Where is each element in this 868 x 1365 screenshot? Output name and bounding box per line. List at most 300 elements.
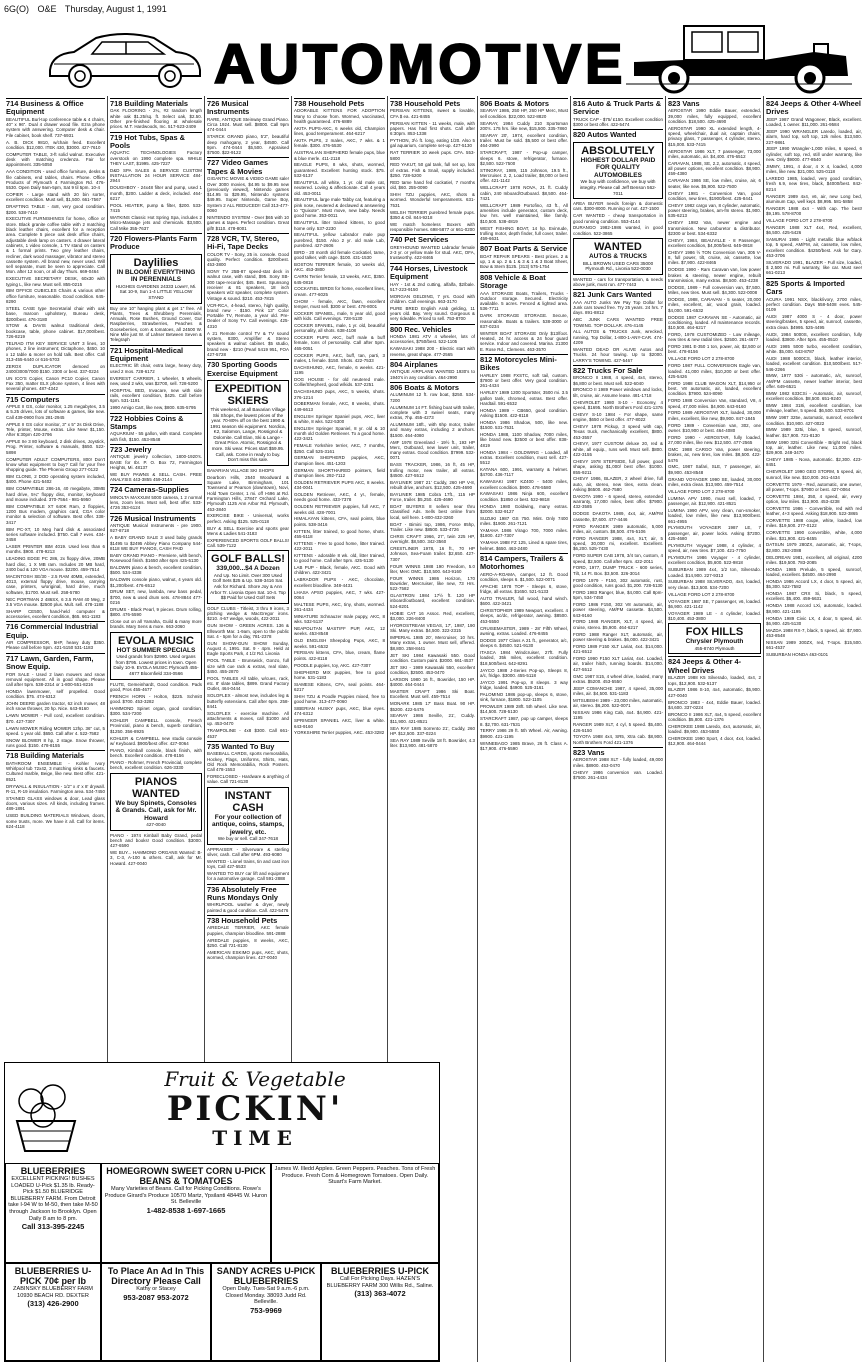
classified-ad: BOAT - Bimini top, 1986, Force 85hp, Trailer. Like new. $8500. 533-4726 [390, 521, 475, 532]
classified-ad: WE match homeless Boxers with responsible homes. 698-5877 or 661-0200 [390, 221, 475, 233]
classified-ad: CARAVAN, 1988, SE, 2.2, automatic, 4 speed, all power options, excellent condition. $8,900. 459-4380 [668, 160, 761, 177]
classified-ad: DRYWALL & INSULATION - 1/2" x 4' x 8' drywall. R-11, R-19 insulation. Farmington area. 534-7450 [6, 783, 105, 794]
classified-ad: BAVARIAN VILLAGE SKI SHOPS [207, 467, 275, 473]
classified-ad: TRUCK CAP - $75/ £150. Excellent condition $300 or best offer. 422-5474 [573, 116, 663, 128]
classified-ad: BOSTON TERRIER female, 10 weeks old, AKC. 453-3800 [294, 262, 385, 273]
column-7 [571, 96, 666, 1362]
classified-ad: GOLDEN Retriever, AKC, 4 yr., female, needs good home. 433-7378 [294, 492, 385, 503]
classified-ad: BEAUTIFUL all white, 1 yr. old male cat, neutered. Loving & affectionate. Call 4 years old. 453-0011 [294, 179, 385, 196]
classified-ad: AQUATIC TECHNOLOGIES Factory overstock on 1990 complete spa. WHILE THEY LAST, $1995. 425-7227 [110, 150, 202, 166]
classified-ad: PERSIAN kittens, CFA, blue, cream, flame points. 422-8118 [294, 650, 385, 661]
display-ad [110, 773, 202, 831]
classified-ad: BOAT BUYERS 8 sellers near thru Classified Ads. Sells best online from local, sell here. 1-800-432-3260 [390, 504, 475, 520]
classified-ad: VILLAGE FORD LOT 2 278-8700 [668, 488, 735, 494]
pickin-cell: BLUEBERRIES U-PICK Call For Picking Days. HAZEN'S BLUEBERRY FARM 300 Willis Rd., Saline. (313) 363-4072 [321, 1263, 439, 1361]
section-banner [4, 18, 864, 94]
classified-ad: AUDI 1988 5000CS, black, leather interior, loaded, excellent condition. $10,500/best. 517-546-2266 [766, 355, 862, 372]
classified-ad: A BABY GRAND SALE 3 used baby grands $1495 to $2495 Abbey Piano Company 544-8118 WE BUY PIANOS, CASH PAID [110, 535, 202, 551]
classified-ad: VOYAGER 1989 LE - 4 cylinder, loaded. $10,400. 453-3800 [668, 610, 761, 622]
classified-ad: KOHLER & CAMPBELL new studio console w/ Keyboard. $900/best offer. 427-0064 [110, 735, 202, 746]
classified-ad: HARLEY 1988 FXSTC, soft tail, custom. $7800 or best offer. Very good condition. 261-4434 [480, 372, 568, 389]
classified-ad: GLASTRON 1984 17½ ft. 120 HP inboard/outboard, excellent condition. 524-8201 [390, 593, 475, 609]
display-ad [573, 142, 663, 199]
category-heading: 824 Jeeps & Other 4-Wheel Drives [668, 656, 761, 675]
classified-ad: FORD RANGER 1988, 4x4, XLT, air, 5 speed, 30,000 mi, excellent. Excellent. $6,200. 525-7430 [573, 535, 663, 552]
classified-ad: BMW 1984 318i, excellent condition, low mileage, leather, 5 speed. $6,500. 533-8701 [766, 403, 862, 414]
display-ad-big: PIANOS WANTED [132, 775, 180, 800]
classified-ad: CARAVAN 1986 SE, low miles, cruise, air, 6 seater, like new. $5,900. 522-7500 [668, 178, 761, 189]
display-ad [573, 238, 663, 275]
pickin-directory [5, 1163, 439, 1361]
classified-ad: UN ICO'S Copier, Canon PC10 Copier, Canon Fax 350, matter ELX phone system, 4 lines with several phones. 487-4342 [6, 375, 105, 392]
classified-ad: RANGER 1988 XLT 4x4, Red, excellent, $6,500. 425-5426 [766, 224, 862, 236]
classified-ad: SPRINGER SPANIEL AKC, liver & white. 643-9160 [294, 718, 385, 729]
vintage-car-right-icon [624, 22, 854, 94]
classified-ad: WINTER BOAT STORAGE Only $13/foot. Heated, 24 hr. access & 24 hour guard service. Indoor and covered. Marina. 21300 E. Rose Rd., Clemens. 463-3570 [480, 330, 568, 352]
display-ad-small: And Up. No Limit. Over 300 Used Golf Sets $25 & Up. 538-3416 Sat. Ask for Richard. Shore Joy & Ann Arbor Tr. Livonia Open Sat. 10-4. Top $$ Paid for Used Golf Sets [210, 572, 286, 601]
classified-ad: MALTESE PUPS, AKC, tiny, shots, wormed. 261-4434 [294, 601, 385, 613]
classified-ad: FORD RANGER 1989 automatic, 5,000 miles, air, custom. $8,500. 476-5106 [573, 523, 663, 534]
classified-ad: HOSPITAL BED, Invacare, new with side rails, excellent condition, $425. Call before 6pm. 531-1191 [110, 387, 202, 404]
classified-ad: JAYCO 1988 J-Series Pop-up, Sleeps 8, a/c, fridge. $3000. 455-5118 [480, 667, 568, 678]
classified-ad: PIANO - Rohmer, French Provincial, complete bench, excellent condition. 626-3330 [110, 759, 202, 771]
classified-ad: CHEVY 1981 - Conversion Van, good condition, new tires, $1900/best. 425-8441 [668, 190, 761, 201]
category-heading: 812 Motorcycles Mini-Bikes [480, 354, 568, 373]
classified-ad: DODGE DAKOTA 1989, 4x4, air, AM/FM cassette, $7,600. 477-4446 [573, 511, 663, 522]
display-ad-small: 427-0040 [146, 822, 166, 828]
classified-ad: LEADING EDGE PC 286, 2x floppy drive, 20MB hard disc, 1 X MB ram. Includes 20 MB hard, 2400 bud & 120 VGA mouse. $2200. 459-7514 [6, 556, 105, 572]
category-heading: 822 Trucks For Sale [573, 365, 663, 375]
classified-ad: FORD SUPER CAB 1978, 3/4 ton, custom, 4 speed, $2,500. Call after 6pm. 422-2011 [573, 553, 663, 564]
display-ad-small: 455-8740 Plymouth [694, 645, 735, 651]
classified-ad: HARLEY 1989 1200 Sportster, 3500 mi. 3.5 gallon tank, chromed, extras. Best offer. Hardtail. 591-6532 [480, 390, 568, 406]
classified-ad: BEAUTIFUL yellow Labrador male pup purebred, $150. Also 2 yr. old male Lab, purebred. 427-2606 [294, 232, 385, 248]
classified-ad: GERMAN SHEPHERD puppies, AKC, champion lines. 451-1203 [294, 455, 385, 466]
classified-ad: BLAZER 1988 K5 Silverado, loaded, 4x4, 2 tops, $12,900. 532-5137 [668, 675, 761, 686]
classified-ad: WANTED DEAD OR ALIVE Autos and Trucks. 24 hour towing. Up to $2000. LARRY'S TOWING. 427-5467 [573, 346, 663, 363]
classified-ad: KAWASAKI 1988 200 - Electric start with reverse, great shape. 477-2565 [390, 346, 475, 357]
classified-ad: BASEBALL CARDS, sports memorabilia, Hockey, Flags, Uniforms, Shirts, Hats, Old Rock Memorabilia, Rock Posters. Call 478-1553 [207, 751, 289, 773]
page-number: 6G(O) [4, 4, 30, 14]
classified-ad: KATANA 600, 1991, warranty & helmet. $4700. 436-7117 [480, 467, 568, 478]
classified-ad: BAYLINER 1985 Cobra 17ft., 115 HP Force, trailer. $5,250. 425-4690 [390, 491, 475, 503]
classified-ad: SEA RAY 1989 Seville 18 ft. Bowrider, 4.3 liter. $13,900. 481-5870 [390, 737, 475, 749]
category-heading: 718 Building Materials [6, 750, 105, 760]
classified-ad: SOLOFLEX - exercise machine. All attachments & moves, call $1000 and up. 453-0470 [207, 710, 289, 727]
pickin-time-heading [75, 1067, 435, 1157]
category-heading: 804 Airplanes [390, 359, 475, 369]
classified-ad: FORECLOSED - Hardware & anything of value. Call 721-8130 [207, 774, 289, 785]
classified-ad: STINGRAY, 1989, 115 Johnson, 19.5 ft., Mercruiser. 2, 2, Load trailer, $8,000 or best offer. 421-1142 [480, 167, 568, 184]
classified-ad: BATHROOM ENSEMBLE - Kohler Ivory Whirlpool tub 72x42, 3 matching sinks & faucets. Cultured marble, Beige, like new. Best offer. 421-8521 [6, 760, 105, 782]
classified-ad: WATKINS Classic Hot Spring Spa, includes 2 Micro-Massage jets and chemicals. $3,500. Call Mike 355-7637 [110, 215, 202, 231]
pickin-cell: BLUEBERRIES U-PICK 70¢ per lb ZABINSKY BLUEBERRY FARM 10930 BEACH RD. DEXTER (313) 426-2900 [5, 1263, 101, 1361]
classified-ad: FOUR WINNS 1988 190 Freedom, 5.0 liter, Merc OMC. $10,500. 643-9160 [390, 563, 475, 574]
classified-ad: CHEVY S-10 1984 - For shape, same engine, $650 or best offer. 477-8022 [573, 411, 663, 423]
classified-ad: AUSTRALIAN SHEPHERD female pups, blue & blue merle. 411-2118 [294, 150, 385, 161]
classified-ad: OLD ENGLISH Sheepdog Pups, AKC, 8 weeks. 591-6532 [294, 638, 385, 649]
classified-ad: ANTIQUE jewelry collection, 1800-1920's. BASE for Ibr. P. O. Box 72, Farmington Heights, Mi. 48137 [110, 454, 202, 470]
display-ad-big: INSTANT CASH [224, 789, 272, 814]
category-heading: 744 Horses, Livestock Equipment [390, 263, 475, 282]
pickin-cell: James W. Illedd Apples. Green Peppers. Peaches. Tons of Fresh Produce. Fresh Corn & Homegrown Tomatoes. Open Daily. Stuart's Farm Market. [271, 1163, 439, 1263]
classified-ad: SHEPHERD MIX puppies, free to good home. 531-1183 [294, 669, 385, 680]
classified-ad: AQUARIUM - 55 gallon, with stand. Complete with fish, $150. 453-8548 [110, 431, 202, 442]
classified-ad: AIREDALE puppies, 8 weeks, AKC, $250. Call 721-8130 [207, 937, 289, 948]
display-ad [668, 623, 761, 654]
classified-ad: DOG HOUSE - for old neutered male. Collie/Shepherd, good w/kids. 537-2251 [294, 377, 385, 388]
classified-ad: WE BUY... HAMMOND ORGANS Wanted: B-3, C-3, A-100 & others. Call, ask for Mr. Howard. 427-0040 [110, 850, 202, 866]
display-ad-big: ABSOLUTELY [581, 144, 655, 157]
classified-ad: EVEREST CARRIER, 1 wheeler, 5 wheels, new, used 2 wks, was $2700, sell. 728-5200 [110, 375, 202, 386]
classified-ad: MAZDA 1988 RX-7, black, 5 speed, air. $7,900. 453-8548 [766, 627, 862, 639]
classified-ad: FORD 1990 F150 XLT Lariat, 4x4. Loaded, air, trailer hitch, running boards. $14,000. 427-5512 [573, 656, 663, 672]
classified-ad: LUMINA 1990 APV, very clean, non-smoker, loaded, low miles, like new. $13,900/best. 661-4955 [668, 507, 761, 524]
classified-ad: SIAMESE Kittens, CFA, seal points. 464-6217 [294, 681, 385, 693]
classified-ad: AUTO TRAILER, full wood, hand winch. $600. 422-3421 [480, 595, 568, 607]
classified-ad: KITTEN, litter trained, to good home, shots. 455-5118 [294, 528, 385, 539]
display-ad-big: WANTED [594, 241, 642, 254]
classified-ad: KITTENS - Free to good home, litter trained. 422-2011 [294, 540, 385, 552]
classified-ad: KAWASAKI 1986 Ninja 600, excellent condition. $1850 or best. 522-9818 [480, 491, 568, 502]
classified-ad: FORD 1988 Ranger XLT, automatic, air, power steering & brakes. $6,000. 422-3421 [573, 631, 663, 642]
pickin-title: Fruit & Vegetable [164, 1067, 346, 1091]
classified-ad: IBM CLONE, 2 DOD operating system included, $400. Phone 421-5402 [6, 474, 105, 485]
classified-ad: BMW 1989 325i, blue, 5 speed, sunroof, leather. $17,900. 721-8130 [766, 427, 862, 438]
classified-ad: IMPERIAL 1985 20', Mercruiser, 10 hrs. Many extras, 1 owner. Must sell, offered. $8,800. 258-8441 [390, 635, 475, 651]
classified-ad: BALDWIN console piano, walnut, 4 years old. $1,200/best. 476-6512 [110, 577, 202, 588]
classified-ad: CHEVY 1978 STEPSIDE, full power, good shape, asking $1,000/ best offer. $1000. 855-9211 [573, 458, 663, 475]
classified-ad: DAKOTA 1990 - 6 speed, stereo, extended warranty, 17,000 miles, best offer. $7900. 432-3585 [573, 493, 663, 510]
section-title: AUTOMOTIVE [214, 32, 627, 95]
classified-ad: BMW 1987 325e, automatic, sunroof, excellent condition. $10,900. 427-0022 [766, 415, 862, 426]
classified-ad: KITTENS - adorable 8 wk. old, litter trained, to good home. Call after 5pm. 425-5130 [294, 552, 385, 564]
classified-ad: DELOREAN 1981, excellent, all original, 4200 miles. $19,500. 783-2085 [766, 554, 862, 565]
classified-ad: BRONCO 1983 - 4x4, Eddie Bauer, loaded. $4,600. 337-0224 [668, 699, 761, 710]
classified-ad: MACINTOSH SE/30 - 2.5 RAM 40MB, extended, 4013, external floppy drive, mouse, carrying case, printers, w/original, hard drive, much software, $1700. Must sell. 258-5780 [6, 573, 105, 595]
classified-ad: AKITA PUPS-AKC, 6 weeks old, Champion lines, good temperament. 464-6217 [294, 125, 385, 137]
classified-ad: FOUR WINNS 1986 Horizon, 170 Bowrider, Mercruiser, like new, 73 Hrs. 522-7582 [390, 575, 475, 592]
classified-ad: CORVETTE 1984, 350, 4 speed, air, every option, low miles. $13,900. 453-4238 [766, 493, 862, 504]
classified-ad: BRONCO II 1988, 4 speed, 4x4, stereo, $6,800 or best. Must sell. 522-6040 [573, 375, 663, 386]
classified-ad: HYDROSTREAM VEGAS, 17', 1987, 190 Ski. Many extras. $4,500. 322-2315 [390, 622, 475, 634]
classified-ad: BRONCO II 1986 XLT, 4x4, 5 speed, excellent condition. $5,800. 421-1376 [668, 711, 761, 723]
classified-ad: CORVETTE 1986 - Convertible, red with red leather, 4+3 speed. Asking $18,900. 522-3865 [766, 505, 862, 517]
classified-ad: ALUMINUM 14 FT. fishing boat with trailer, complete with 3 swivel seats, many extras, 7hp. 455-4273 [390, 404, 475, 421]
classified-ad: FORD 1990 - AEROSTAR, fully loaded, 27,000 miles, like new. $12,500. 477-2565 [668, 434, 761, 446]
pickin-time-ad [4, 1062, 440, 1362]
classified-ad: LAWN MOWER - Pull cord, excellent condition. $70. 427-7307 [6, 713, 105, 724]
paper-name: O&E [37, 4, 57, 14]
classified-ad: DARK STORAGE STORAGE. Secure, reasonable. Boats & trailers. 538-3000 or 837-0234 [480, 313, 568, 329]
classified-ad: CHEROKEE 1990 Sport, 4 door, 4x4, loaded. $12,900. 464-0444 [668, 736, 761, 747]
category-heading: 717 Lawn, Garden, Farm, Snow Equip. [6, 653, 105, 672]
classified-ad: PERSIAN KITTENS, sweet & lovable, CFA $ ea. 421-8455 [390, 108, 475, 119]
classified-ad: Dearborn Hills, 2540 Woodward & Square Lake, Birmingham, 101 Townsend or Pearson (downtown), Novi, Hold Town Center, 1 mi. off I-696 at Rd. Farmington Hills, 27847 Orchard Lake, Plymouth 1125 Ann Arbor Rd. Plymouth, 453-3840 [207, 474, 289, 512]
classified-ad: ELECTRIC lift chair, extra large, heavy duty, used 2 mos. 728-6172 [110, 363, 202, 374]
classified-ad: COCKER SPANIEL, male, 1 yr. old, beautiful personality, all shots. 638-4108 [294, 323, 385, 334]
classified-ad: ANTIQUE AIRPLANE WANTED 1930's to 1940's in any condition. 464-2990 [390, 369, 475, 380]
classified-ad: DODGE 1990 - Ram Caravan van, low power brakes & steering, newer engine, rebuilt transmission, many extras. $8,500. 453-4238 [668, 267, 761, 283]
classified-ad: GOLF CLUBS - Titleist, 3 thru 9 irons, 3 pitching wedge & MacGregor irons. $210. 4-67 wedge, woods, 422-2011 [207, 605, 289, 622]
classified-ad: AUDI, 1984 5000S, excellent condition, fully loaded. $3800. After 5pm. 455-0510 [766, 331, 862, 342]
masthead-line [4, 4, 864, 18]
classified-ad: SOLOFLEX - almost new, includes leg & butterfly extensions. Call after 6pm. 258-8441 [207, 693, 289, 709]
classified-ad: AEROSTAR 1990 XL extended length, 4-speed, wheelchair, dual air, captain chairs, privacy glass, 7 passenger, 4 cylinder, stereo, $15,000. 533-7415 [668, 125, 761, 147]
display-ad-mid: HOT SUMMER SPECIALS [116, 646, 196, 654]
classified-ad: FORD 1987 FULL CONVERSION Eagle van, loaded. 41,000 miles, $10,200 or best offer. 425-5426 [668, 363, 761, 379]
classified-ad: APPLE II GS color monitor, 3" x 5" 2s Disk Drive, Tele, printer, Mouse, extras. Like New! $1,150. After 6:30pm 420-3796 [6, 421, 105, 438]
classified-ad: HONDA 1981 ATV 4 wheeler, lots of accessories, $750/best. 522-1105 [390, 334, 475, 345]
classified-ad: SAMURAI 1986 - Light metallic blue w/black top, 5 speed, AM/FM, air, cassette, low miles, excellent condition. $4250/best. Ask for Gary. 453-3706 [766, 237, 862, 258]
classified-ad: PROWLER 1989 28ft. 5th wheel. Like new. $14,500. 728-5130 [480, 704, 568, 715]
classified-ad: NISSAN 1986 King Cab, 4x4. $4,900. 421-1195 [573, 710, 663, 721]
classified-ad: BMW 1982 633CSi - Automatic, air, sunroof, excellent condition. $8,500. 651-9240 [766, 390, 862, 402]
category-heading: 821 Junk Cars Wanted [573, 289, 663, 299]
classified-ad: HONDA 1988, 1100 Shadow, 7000 miles, like brand new. $2500 or best offer. 838-4819 [480, 432, 568, 448]
classified-ad: CORVETTE 1979 - Red, automatic, one owner, all power, T-tops. $7900 or best. 427-0064 [766, 481, 862, 492]
classified-ad: FORD 1989 - Conversion van, 302, one owner. $10,900 or best. 464-4080 [668, 422, 761, 433]
classified-ad: LHASA APSO puppies, AKC, 7 wks. 427-0064 [294, 589, 385, 600]
classified-ad: ENGLISH Springer Spaniel pups, AKC, liver & white, 8 wks. 522-5300 [294, 413, 385, 424]
classified-ad: SUBURBAN 1989 4x4, 1/2 ton, Silverado. Loaded. $14,900. 227-9313 [668, 567, 761, 578]
category-heading: 736 Absolutely Free Runs Mondays Only [207, 884, 289, 903]
classified-ad: OAK FLOORING - 2¼, #2 random length white oak $1.25/sq. ft. Select oak, $2.50. Other pre-finished flooring at wholesale prices. M.T. Hardwoods, Inc. 517-523-2409 [110, 108, 202, 130]
classified-ad: PALOMINO 1986 pop-up, sleeps 6, stove, sink, furnace, $1800. 522-1105 [480, 691, 568, 703]
pickin-cell: SANDY ACRES U-PICK BLUEBERRIES Open Daily. Tues-Sat 9 a.m.-6 p.m. Closed Monday. 38093 Judd Rd. Belleville. 753-9969 [211, 1263, 321, 1361]
display-ad-mid: 339,000...$4 A Dozen [216, 565, 280, 573]
fruit-basket-icon [11, 1071, 81, 1157]
category-heading: 738 Household Pets [207, 915, 289, 925]
classified-ad: Close out on all Yamaha, Guild & many more brands. Mary Sens & more. 663-2060 [110, 619, 202, 630]
classified-ad: HONDA lawnmower, self propelled. Good condition. $75. 474-6312 [6, 689, 105, 700]
classified-ad: GMC 1987 S15, 4 wheel drive, loaded, many extras. $5200. 453-5550 [573, 673, 663, 684]
classified-ad: LARSON 1980 16 ft., Bowrider, 150 HP. $4000. 464-0444 [390, 676, 475, 688]
classified-ad: AKITA PUPS, 2 males, AKC, 7 wks. & 1 female. $300. 476-5530 [294, 138, 385, 149]
classified-ad: FORD 1989 AEROSTAR XLT, loaded, 30,000 miles, excellent, like new, $9,900. 847-1845 [668, 410, 761, 421]
classified-ad: Buy one 10" hanging plant & get 1" free. All Plants, Trees & Shrubbery Perennials, Annuals, Rose Bushes, Ground Cover, Gur Raspberries, Strawberries, Peaches & Gooseberries, corn & tomatoes, all 24500 W. Nine Mile just W. of Lahser Between Seven & Telegraph [110, 305, 202, 343]
classified-ad: APPLE IIe 3 80 keyboard, 2 disk drives, Joystick, Prog. Printer, software & manuals, $650. 522-5898 [6, 439, 105, 455]
classified-ad: CHEVY 1985 - Nova, automatic. $2,300. 423-8451 [766, 457, 862, 468]
category-heading: 806 Boats & Motors [390, 382, 475, 392]
classified-ad: DOUGHBOY - 24x48 filter and pump, used 1 month, $200. Ladder & deck, included. 464-6217 [110, 185, 202, 201]
category-heading: 723 Jewelry [110, 444, 202, 454]
category-heading: 735 Wanted To Buy [207, 741, 289, 751]
classified-ad: STARCRAFT 1987, pop up camper, sleeps 8. $2,700. 631-7531 [480, 716, 568, 727]
display-ad-mid: We buy Spinets, Consoles & Grands. Call, ask for Mr. Howard [115, 799, 197, 822]
classified-ad: AEROSTAR 1988 XLT - fully loaded, 49,000 miles. $8900. 453-0470 [573, 757, 663, 768]
classified-ad: CAR WANTED - cheap transportation in good running condition. 553-4144 [573, 213, 663, 224]
classified-ad: ABC JUNK CARS WANTED FREE TOWING. TOP DOLLAR. 476-4145 [573, 317, 663, 328]
classified-ad: DODGE, 1988, CARAVAN - 5 seater, 20,000 miles, excellent, air, wood grain, loaded. $4,000. 591-6532 [668, 297, 761, 313]
classified-ad: WHIRLPOOL washer & dryer, newly painted & good condition. Call. 422-5476 [207, 902, 289, 913]
classified-ad: USED BUILDING MATERIALS Windows, doors, some trusts, more. We have it all. Call for items. 624-4118 [6, 813, 105, 829]
classified-ad: SHIH TZU & Poodle Puppies mixed, free to good home. 313-477-0060 [294, 693, 385, 705]
classified-ad: FORD, 1978 CUSTOMIZED - Low mileage, new tires & new radial tires. $2500. 261-4677 [668, 332, 761, 343]
classified-ad: IBM OFFICE CUBICLES Chairs & various other office furniture, reasonable. Good condition. 645-8290 [6, 288, 105, 305]
classified-ad: CORVETTE 1990 convertible, white, 4,000 miles. $31,900. 421-8455 [766, 530, 862, 541]
pickin-headline: PICKIN' [166, 1089, 344, 1129]
classified-ad: AIREDALE TERRIER, AKC female puppies, champion bloodline. 591-2888 [207, 925, 289, 936]
classified-ad: LABRADOR PUPS - AKC, chocolate, excellent bloodline. 348-4431 [294, 577, 385, 588]
classified-ad: CHEVY 1978 Pickup, 3 speed with cap, Texas truck, mechanically excellent, $800. 453-3557 [573, 423, 663, 440]
classified-ad: JET SKI - 1989 Kawasaki 550, excellent condition, $2500. 453-0470 [390, 664, 475, 675]
display-ad [207, 550, 289, 603]
classified-ad: BUY & SELL Exercise and sports gear Mens & Ladies 541-3183 [207, 525, 289, 536]
classified-ad: COCKER PUPS AKC, buff male & buff female, tons of personality. Call after 5pm. 465-0051 [294, 335, 385, 351]
classified-ad: BEAGLE PUPS, 8 wks, shots, wormed, guaranteed. Excellent hunting stock. $75. 532-5137 [294, 162, 385, 179]
category-heading: 719 Hot Tubs, Spas & Pools [110, 132, 202, 151]
classified-ad: TERRY 1986 29 ft. 5th Wheel. Air, Awning. $9900. 421-1195 [480, 728, 568, 739]
classified-ad: EXPERIENCED SPORTS GOLF BALLS! Call. 539-7122 [207, 537, 289, 549]
category-heading: 823 Vans [573, 747, 663, 757]
classified-ad: COPIER - Large stand with 20 bin sorter, excellent condition. Must sell, $1,500. 661-7567 [6, 192, 105, 203]
classified-ad: GUN SHOW - GREEN ACRES. 136 & Ellsworth Mar. 1-9am, open to the public Sat. 4 - 5pm for a day, 781-2378 [207, 623, 289, 639]
classified-ad: MINOLTA MAXXUM 5000 camera, 1 2 normal lens, zoom lens. Must sell, best offer. 533-4726 353-6124 [110, 494, 202, 511]
category-heading: 715 Computers [6, 394, 105, 404]
classified-ad: ALL AUTOS & TRUCKS Junk, wrecked, running, Top Dollar, 1-800-1-ANY-CAR. 474-4209 [573, 329, 663, 346]
classified-ad: A. B. DICK 9810, w/chain feed. Excellent condition. $12,000. ITEK 430, $3000. 427-7610 [6, 139, 105, 150]
classified-ad: COCKATIEL BIRDS for home, excellent lines, cream. 477-6025 [294, 286, 385, 297]
category-heading: 726 Musical Instruments [207, 98, 289, 117]
category-heading: 738 Household Pets [294, 98, 385, 108]
display-ad-mid: IN BLOOM! EVERYTHING IN PERENNIALS [116, 268, 196, 284]
classified-ad: WELLCRAFT 1978 NOVA, 21 ft. Cuddy cabin, 240 Inboard/Outboard. $8,500. 464-7421 [480, 185, 568, 201]
classified-ad: RAT TERRIER 10 week pups. CFA. 553-5800 [390, 150, 475, 161]
classified-ad: MINIATURE Schnauzer male puppy, AKC, 8 wks. 532-5137 [294, 613, 385, 625]
classified-ad: CAIRN Terrier female, 13 weeks, AKC, $350. 645-0818 [294, 274, 385, 285]
classified-ad: HONDA 1987 CRX Si, black, 5 speed, excellent. $5,400. 459-6631 [766, 591, 862, 602]
category-heading: 808 Vehicle & Boat Storage [480, 272, 568, 291]
classified-ad: BRONCO II 1989 Power windows and locks, tilt, cruise, air. Assume lease. 481-1718 [573, 387, 663, 398]
classified-ad: SUZUKI 1987 GS 750. Mint. Only 7400 miles. $1900. 261-7121 [480, 515, 568, 527]
classified-ad: DODGE, 1989 - Full conversion van, $7,500. Miles, new tires. Must sell. $4,300. 522-0008 [668, 284, 761, 296]
classified-ad: SEA RAY 1985 Sorrento 21', Cuddy, 260 HP. $12,500. 337-0224 [390, 725, 475, 736]
column-6 [478, 96, 571, 1362]
classified-ad: GMC, 1987 Safari, SLE, 7 passenger, air. $9,900. 453-8548 [668, 464, 761, 475]
classified-ad: PIANO - 1974 Kimball Baby Grand, pedal bench and books! Good condition. $3000. 427-6590 [110, 832, 202, 849]
classified-ad: CHEVY 1986 ½ TON Conversion Van, 305 V-8, full power, tilt, cruise, air, cassette, low miles. $7,900. 422-8465 [668, 249, 761, 266]
classified-ad: BEAUTIFUL large male Tabby cat, featuring a pink nose, neutered & declawed & answering to "Quixote". Must move, new baby. Needs good home. 353-0011 [294, 197, 385, 219]
classified-ad: NEC PORTMAN 2 486SX, 6 3.5 RAM 40 Meg, 2 3.5 VGA mouse. $2500 plus. Mult. sell. 478-1188 [6, 596, 105, 607]
classified-ad: EXECUTIVE FURNISHINGS for home, office or store. Black granite coffee table with 2 matching black leather chairs, excellent for a reception area. Complete 5 piece oak desk office chairs, adjustable desk lamp on casters. 4 drawer lateral cabinets, 1 video console, 1 TV stand on casters & 1 formal prints. Two grey leather chairs, recliner, dark wood massager, vibrator and stereo cassette system. All brand new, never used. Will sell separate, must be seen to appreciate. Call Mon. after 12 noon, or all day Thurs. 669-0464 [6, 216, 105, 275]
classified-ad: HONDA 1985 Prelude, 5 speed, sunroof, loaded, excellent. $4500. 464-2990 [766, 566, 862, 578]
classified-ad: SONY TV 25B-87 speed-stat deck in walnut case, with stand, $95. Sony SB-300 tape-recorder, $45. Best. Spunsong receiver & 81 speakers, 18 inch speakers w/2 speaker, complete system. Vintage & sound. $210. 453-7815 [207, 269, 289, 301]
classified-ad: ALUMINUM 18ft., with 6hp motor, trailer and many extras, including 2 anchors. $1500. 464-4080 [390, 422, 475, 438]
category-heading: 716 Commercial Industrial Equip. [6, 621, 105, 640]
classified-ad: APPLE II GS, color monitor, 1.25 megabytes, 3.5 & 5.25 drives, lots of software & games, like new. Call 439-0900 from 281-2945 [6, 404, 105, 420]
category-heading: 720 Flowers-Plants Farm Produce [110, 233, 202, 252]
classified-ad: JAYCO 1991 Pop-up, 8 sleeps. 3 way fridge, loaded. $4900. 525-3161 [480, 679, 568, 690]
classified-ad: HONDA 1989 Civic LX, 4 door, 5 speed, air. $6,900. 425-5130 [766, 615, 862, 626]
classified-ad: FORD 1983 Ranger, blue, $4,000. Call 8pm-5pm, 534-7450 [573, 589, 663, 601]
classified-ad: MONARK 1985 17' Bass Boat. 90 HP. $5200. 422-5476 [390, 701, 475, 712]
display-ad-big: FOX HILLS [685, 626, 744, 639]
classified-ad: CHEVY 1982 Van, newer engine and transmission. New carburetor & distributor. $2300 or best. 534-6332 [668, 220, 761, 236]
classified-ad: HONDA 1988 Accord LXi, automatic, loaded. $8,900. 421-1195 [766, 603, 862, 614]
display-ad-small: We buy or sell. Call 347-7618 [217, 836, 279, 842]
category-heading: 721 Hospital-Medical Equipment [110, 345, 202, 364]
classified-ad: CHRISTOPHER 1989 Newport, excellent. 4 sleeps, ac/dc, refrigerator, awning. $8500. 453-5550 [480, 608, 568, 624]
classified-ad: PLYMOUTH 1986 Voyager - 4 cylinder, excellent condition, $5,600. 522-9818 [668, 555, 761, 566]
classified-ad: HONDA 1989 - CB650, good condition. Asking $1500. 422-8118 [480, 407, 568, 419]
classified-ad: AAA CONDITION - used office furniture, desks & file cabinets, end tables, chairs. Phone. Office Products of Plymouth 4 Farmington Rd. 476-5530. Open Daily 9am-5pm, Sat 9 til 5pm. 10-4 [6, 169, 105, 191]
classified-ad: MITSUBISHI 1989 - 23,000 miles, automatic, air, stereo. $6,200. 522-0071 [573, 697, 663, 709]
classified-ad: PERSIAN KITTEN - 11 weeks, male, with papers. Has had first shots. Call after 6:30pm. 853-1338 [390, 120, 475, 137]
classified-ad: RANGER 1989 XLT, 4 cyl, 5 speed. $5,400. 426-5150 [573, 722, 663, 733]
classified-ad: RARE, ANTIQUE Steinway Grand Piano. Circa 1924. Must sell. $8000. Call 9pm 474-0444 [207, 116, 289, 133]
classified-ad: SEARAY 1986 Seville, 21', Cuddy. $11,900. 421-8521 [390, 713, 475, 724]
classified-ad: BABY GRAND PIANO - Premiere, with bench, Rosewood finish. $1650 after 6pm 425-5130 [110, 552, 202, 564]
classified-ad: IBM COMPATIBLE XT 640K Ram, 2 floppies, 1200 Bus modem, graphics card, CGA color monitor & selection of software. Best offer. 338-3417 [6, 503, 105, 525]
classified-ad: KOHLER CAMPBELL console, French Provincial, piano & bench, superb condition, $1250. 356-8925 [110, 718, 202, 734]
classified-ad: BMW 1990 325i Convertible - Bright red, black top, air, leather. Like new, 11,000 miles. $29,900. 248-3470 [766, 439, 862, 456]
classified-ad: DRUMS - Black Pearl, 9 pieces. Drum rolling, $800. 476-5590 [110, 606, 202, 618]
classified-ad: GERMAN SHORTHAIRED pointers, field champion lines. 292-7112 [294, 467, 385, 478]
classified-ad: A 21 Remote control TV & TV sound system, 8300, Amplifier & Stereo speakers & walnut cabinet. $5 studio, brand new - $210 (Pearl 5419 951, FOA 427-5728 [207, 330, 289, 357]
classified-ad: COLOR TV - Sony, 25 in. console. Good quality. Perfect condition. $200/best. 453-3800 [207, 251, 289, 268]
classified-ad: JEEP 1990 WRANGLER Laredo, loaded, air, alarm, hard top, soft top, 12k miles. $13,500. 227-9861 [766, 129, 862, 145]
classified-ad: CHEVROLET 1980 S-10 - Economy, 4 speed, $1695. North Brothers Ford 421-1376 [573, 399, 663, 410]
classified-ad: WANTED - Lionel trains, tin and cast iron toys, Call 427-5533 [207, 858, 289, 870]
classified-ad: COMPUTER TABLE, 3-ft solid walnut. Executive desk with matching credenza. Fair for appointment. 335-5050 [6, 151, 105, 168]
classified-ad: PYTHON, 3½ ft. long, eating 1/20. Also 5 gal aquarium, complete set-up. 427-5130 [390, 138, 475, 149]
classified-ad: STAINED GLASS windows & door, Lead glass doors, various sizes. All kinds, including frames. 489-1891 [6, 795, 105, 812]
display-ad [110, 254, 202, 304]
classified-ad: ALUMINUM 12 ft. row boat, $250. 534-7200 [390, 392, 475, 403]
classified-ad: LASER PRINTER IBM 4019. Used less than 6 months. $900. 478-9213 [6, 544, 105, 555]
classified-ad: GUN SHOW-GUN SHOW Sunday, August 4, 1991. Sat. 9 - 4pm. Held at Eagle Sports Park, 4 1/2 Rd. Livonia [207, 640, 289, 657]
column-9 [764, 96, 864, 1362]
classified-ad: FOR SALE - Used 2 lawn mowers and snow removal equipment. All in good shape. Please call after 5pm. 538-2314 or 1-800-551-8216 [6, 671, 105, 688]
classified-ad: STEEL CASE type Secretarial chair with oak base, maroon upholstery, Bureau desk, $200/best. 476-3180 [6, 305, 105, 322]
classified-ad: GMC 1988 CARGO Van, power steering, brakes, ac, new tires, low miles. $8,500. 422-5476 [668, 446, 761, 463]
classified-ad: BLAZER 1986 S-10, 4x4, automatic, $5,900. 427-0040 [668, 687, 761, 698]
classified-ad: CHEVROLET 1990 GEO STORM, 5 speed, air, sunroof, like new. $10,000. 261-4434 [766, 469, 862, 480]
classified-ad: RANGER 1989 4x4, v6, air, new Long bed, aluminum Cap, well kept. $8,995. 581-5858 [766, 193, 862, 204]
classified-ad: FEMALE Yorkshire terrier, AKC, 7 months, $250. Call 525-3161 [294, 443, 385, 454]
category-heading: 807 Boat Parts & Service [480, 244, 568, 254]
display-ad-small: Used grands from $2990. Used organs from $795. Lowest prices in town. Open Daily 10-9. EVOLA MUSIC Plymouth 455-4677 Bloomfield 334-0566 [113, 654, 199, 676]
classified-ad: COMPUTER ADULT COMPUTERS, 800! Don't know what equipment to buy? Call for your free shopping guide. The Phoenix Group 277-0122 [6, 456, 105, 473]
classified-ad: HOBIE CAT 16 Assoc. Red, excellent, $3,000. 226-8400 [390, 610, 475, 621]
category-heading: 718 Building Materials [110, 98, 202, 108]
category-heading: 727 Video Games Tapes & Movies [207, 157, 289, 176]
display-ad-small: This weekend, at all Bavarian Village Ski Shops, the lowest prices of the year. 70-80% off on the best 1990 & 1991 season ski equipment. Nordica, K2, Salomon, Lange, Rossignol & Dolomite. Call Elan, Ski & Lange - Great Price. Atomic, Rossignol & more. Ski wear. Prices start $59.95. Call, ask. Come in ready to buy. Don't miss this sale. [210, 406, 286, 463]
classified-ad: SEARAY 20', 1974, excellent condition, trailer. Must be sold. $5,500 or best offer. 464-2990 [480, 132, 568, 149]
classified-ad: WANTED - cars for transportation, & needs above junk, must run. 477-7443 [573, 276, 663, 288]
classified-ad: CHRIS CRAFT 1966, 27', twin 225 HP, overnight. $8,500. 342-3560 [390, 533, 475, 545]
display-ad [207, 787, 289, 845]
classified-ad: AIR COMPRESSOR, 5HP, heavy duty $350. Please call before 5pm. 421-5150 531-1183 [6, 640, 105, 651]
classified-ad: SIBERIAN HUSKY pups, AKC, blue eyes. 474-6312 [294, 706, 385, 717]
classified-ad: APPRAISER - Silverware & sterling silver, cash. Call after 6PM. 493-6080 [207, 846, 289, 857]
classified-ad: IBM COMPATIBLE 286-16, 40 megabyte, 30MB hard drive, 5¼" floppy disc, monitor, keyboard and mouse included. 370-7564 - 981-5950 [6, 486, 105, 502]
classified-ad: ACURA 1991 NSX, black/ivory, 2700 miles, perfect condition. Days 558-5408 eves. 545-0109 [766, 296, 862, 313]
classified-ad: WE BUY PAWNS & SELL CASH. FREE ANALYSIS 443-3855 459-2144 [110, 471, 202, 483]
classified-ad: ITASCA 1984 Windcruiser, 27ft. Fully loaded, 35k miles, excellent condition. $18,500/best. 642-8291 [480, 650, 568, 666]
classified-ad: EXECUTIVE SECRETARY DESK, 60x30 with typing L, like new. Must sell. 855-0215 [6, 276, 105, 287]
classified-ad: AREA BUYER needs foreign & domestic cars. $300-8000. Running or not. 427-1500 [573, 201, 663, 212]
classified-ad: GRAND VOYAGER 1990 SE, loaded, 30,000 miles, extra clean. $13,900. 459-7514 [668, 476, 761, 487]
classified-ad: AEROSTAR 1990 Eddie Bauer, extended, 39,000 miles, fully equipped, excellent condition. $18,500. 425-4690 [668, 108, 761, 124]
classified-ad: SHIH TZU puppies, AKC, shots & wormed. Wonderful temperaments. 631-7531 [390, 192, 475, 208]
classified-ad: DODGE 1977 Class A 21 ft., generator, a/c, sleeps 6. $4500. 521-9130 [480, 637, 568, 649]
classified-ad: POOL TABLES All table, w/cues, rack, etc. 8' slate tables, $899. Grand Factory Outlet, 464-0444 [207, 675, 289, 692]
classified-ad: NISSAN 1989 300ZX, red, T-tops. $15,500. 661-4537 [766, 639, 862, 651]
pickin-subhead: TIME [212, 1126, 298, 1150]
display-ad [110, 632, 202, 680]
